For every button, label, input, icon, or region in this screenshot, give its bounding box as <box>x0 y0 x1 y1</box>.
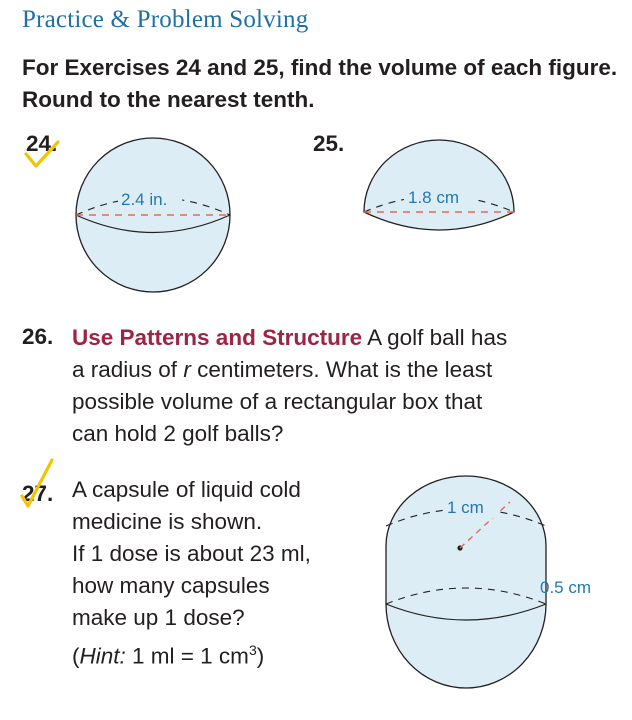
hint-close-paren: ) <box>256 643 265 669</box>
hint-exponent: 3 <box>248 642 257 658</box>
section-title: Practice & Problem Solving <box>22 6 309 33</box>
height-label-27: 0.5 cm <box>540 578 592 597</box>
exercise-26-line3: possible volume of a rectangular box that <box>72 389 483 414</box>
radius-label-27: 1 cm <box>447 498 484 517</box>
sphere-figure-24 <box>70 138 240 300</box>
hint-rest: 1 ml = 1 cm <box>125 643 249 669</box>
exercise-24-number: 24. <box>26 131 58 156</box>
instructions: For Exercises 24 and 25, find the volume of each figure. Round to the nearest tenth. <box>22 55 618 112</box>
exercise-27-line1: A capsule of liquid cold <box>72 477 301 502</box>
hint-line <box>72 634 372 673</box>
exercise-27-text <box>72 474 372 673</box>
diameter-label-25: 1.8 cm <box>408 188 460 207</box>
exercise-27-line2: medicine is shown. <box>72 509 263 534</box>
check-mark-icon <box>22 136 62 176</box>
hint-open-paren: ( <box>72 643 80 669</box>
exercise-26-number: 26. <box>22 324 54 349</box>
hint-word: Hint: <box>79 643 126 669</box>
exercise-27-line4: how many capsules <box>72 573 270 598</box>
exercise-26-text <box>72 322 612 450</box>
exercise-27-number: 27. <box>22 481 54 506</box>
exercise-27-line5: make up 1 dose? <box>72 605 245 630</box>
check-mark-icon <box>18 456 58 510</box>
capsule-figure-27 <box>380 476 630 716</box>
exercise-26-line2-pre: a radius of <box>72 357 184 382</box>
exercise-25-number: 25. <box>313 131 345 156</box>
diameter-label-24: 2.4 in. <box>121 190 168 209</box>
exercise-26-heading: Use Patterns and Structure <box>72 325 363 350</box>
exercise-27-line3: If 1 dose is about 23 ml, <box>72 541 311 566</box>
variable-r: r <box>183 357 191 382</box>
exercise-26-line1: A golf ball has <box>362 325 508 350</box>
exercise-26-line2-post: centimeters. What is the least <box>190 357 493 382</box>
hemisphere-figure-25 <box>360 140 520 240</box>
exercise-26-line4: can hold 2 golf balls? <box>72 421 284 446</box>
